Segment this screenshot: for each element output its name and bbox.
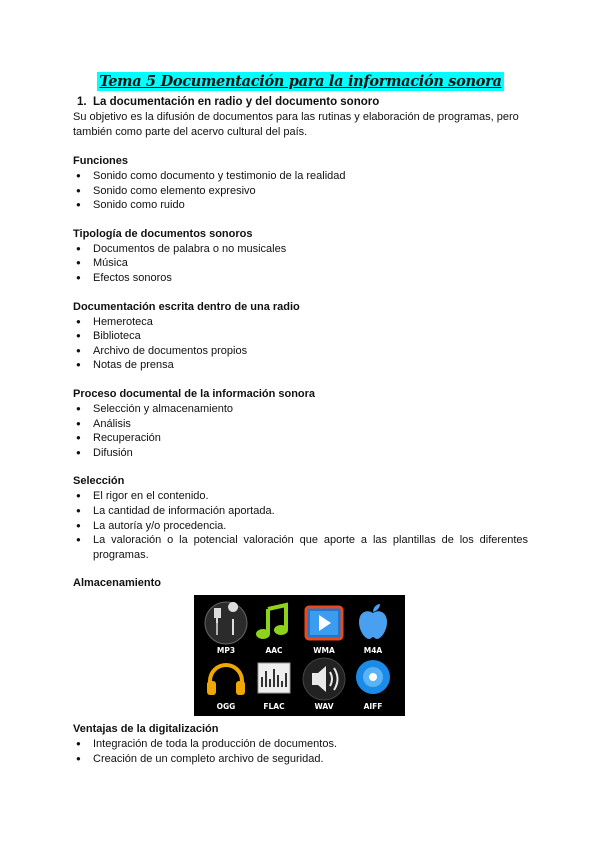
list-item: ● La valoración o la potencial valoración que aporte a las plantillas de los diferentes programas. [73, 533, 528, 562]
document-title: Tema 5 Documentación para la información sonora [99, 73, 502, 90]
format-label: AAC [265, 646, 283, 655]
list-item: ● Análisis [73, 417, 528, 432]
format-label: FLAC [263, 702, 285, 711]
tipologia-list [73, 242, 528, 286]
proceso-title: Proceso documental de la información sonora [73, 387, 316, 400]
list-item: ● Efectos sonoros [73, 271, 528, 286]
format-label: OGG [216, 702, 236, 711]
aiff-icon [349, 657, 397, 713]
seleccion-list [73, 489, 528, 562]
list-item: ● Sonido como elemento expresivo [73, 184, 528, 199]
wav-speaker-icon [300, 657, 348, 713]
list-item: ● Archivo de documentos propios [73, 344, 528, 359]
funciones-title: Funciones [73, 155, 129, 167]
wma-icon [300, 601, 348, 657]
tipologia-section [73, 227, 528, 286]
ogg-headphones-icon [202, 657, 250, 713]
m4a-apple-icon [349, 601, 397, 657]
list-item: ● Creación de un completo archivo de seguridad. [73, 752, 528, 767]
tipologia-title: Tipología de documentos sonoros [73, 227, 253, 240]
format-label: MP3 [216, 646, 236, 655]
list-item: ● Sonido como documento y testimonio de la realidad [73, 169, 528, 184]
seleccion-title: Selección [73, 475, 125, 488]
list-item: ● El rigor en el contenido. [73, 489, 528, 504]
list-item: ● Música [73, 256, 528, 271]
documentacion-section [73, 300, 528, 373]
funciones-list [73, 169, 528, 213]
list-item: ● Sonido como ruido [73, 198, 528, 213]
list-item: ● Biblioteca [73, 329, 528, 344]
list-item: ● La autoría y/o procedencia. [73, 519, 528, 534]
format-label: WAV [314, 702, 334, 711]
document-body [73, 72, 528, 591]
mp3-icon [202, 601, 250, 657]
list-item: ● La cantidad de información aportada. [73, 504, 528, 519]
ventajas-list [73, 737, 528, 766]
almacenamiento-title: Almacenamiento [73, 577, 162, 590]
aac-icon [250, 601, 298, 657]
section-heading [77, 95, 528, 110]
ventajas-section [73, 722, 528, 766]
ventajas-title: Ventajas de la digitalización [73, 723, 219, 735]
audio-formats-image [194, 595, 405, 716]
section-heading-text: La documentación en radio y del documento sonoro [93, 96, 380, 108]
list-item: ● Documentos de palabra o no musicales [73, 242, 528, 257]
section-number: 1. [77, 96, 87, 108]
list-item: ● Selección y almacenamiento [73, 402, 528, 417]
proceso-section [73, 387, 528, 460]
proceso-list [73, 402, 528, 460]
documentacion-list [73, 315, 528, 373]
list-item: ● Notas de prensa [73, 358, 528, 373]
flac-icon [250, 657, 298, 713]
funciones-section [73, 154, 528, 213]
list-item: ● Recuperación [73, 431, 528, 446]
format-label: M4A [363, 646, 383, 655]
format-label: WMA [313, 646, 335, 655]
list-item: ● Difusión [73, 446, 528, 461]
intro-paragraph: Su objetivo es la difusión de documentos para las rutinas y elaboración de programas, pero también como parte del acervo cultural del país. [73, 111, 519, 138]
seleccion-section [73, 474, 528, 562]
format-label: AIFF [363, 702, 383, 711]
almacenamiento-section [73, 576, 528, 591]
list-item: ● Hemeroteca [73, 315, 528, 330]
documentacion-title: Documentación escrita dentro de una radio [73, 300, 300, 313]
list-item: ● Integración de toda la producción de documentos. [73, 737, 528, 752]
